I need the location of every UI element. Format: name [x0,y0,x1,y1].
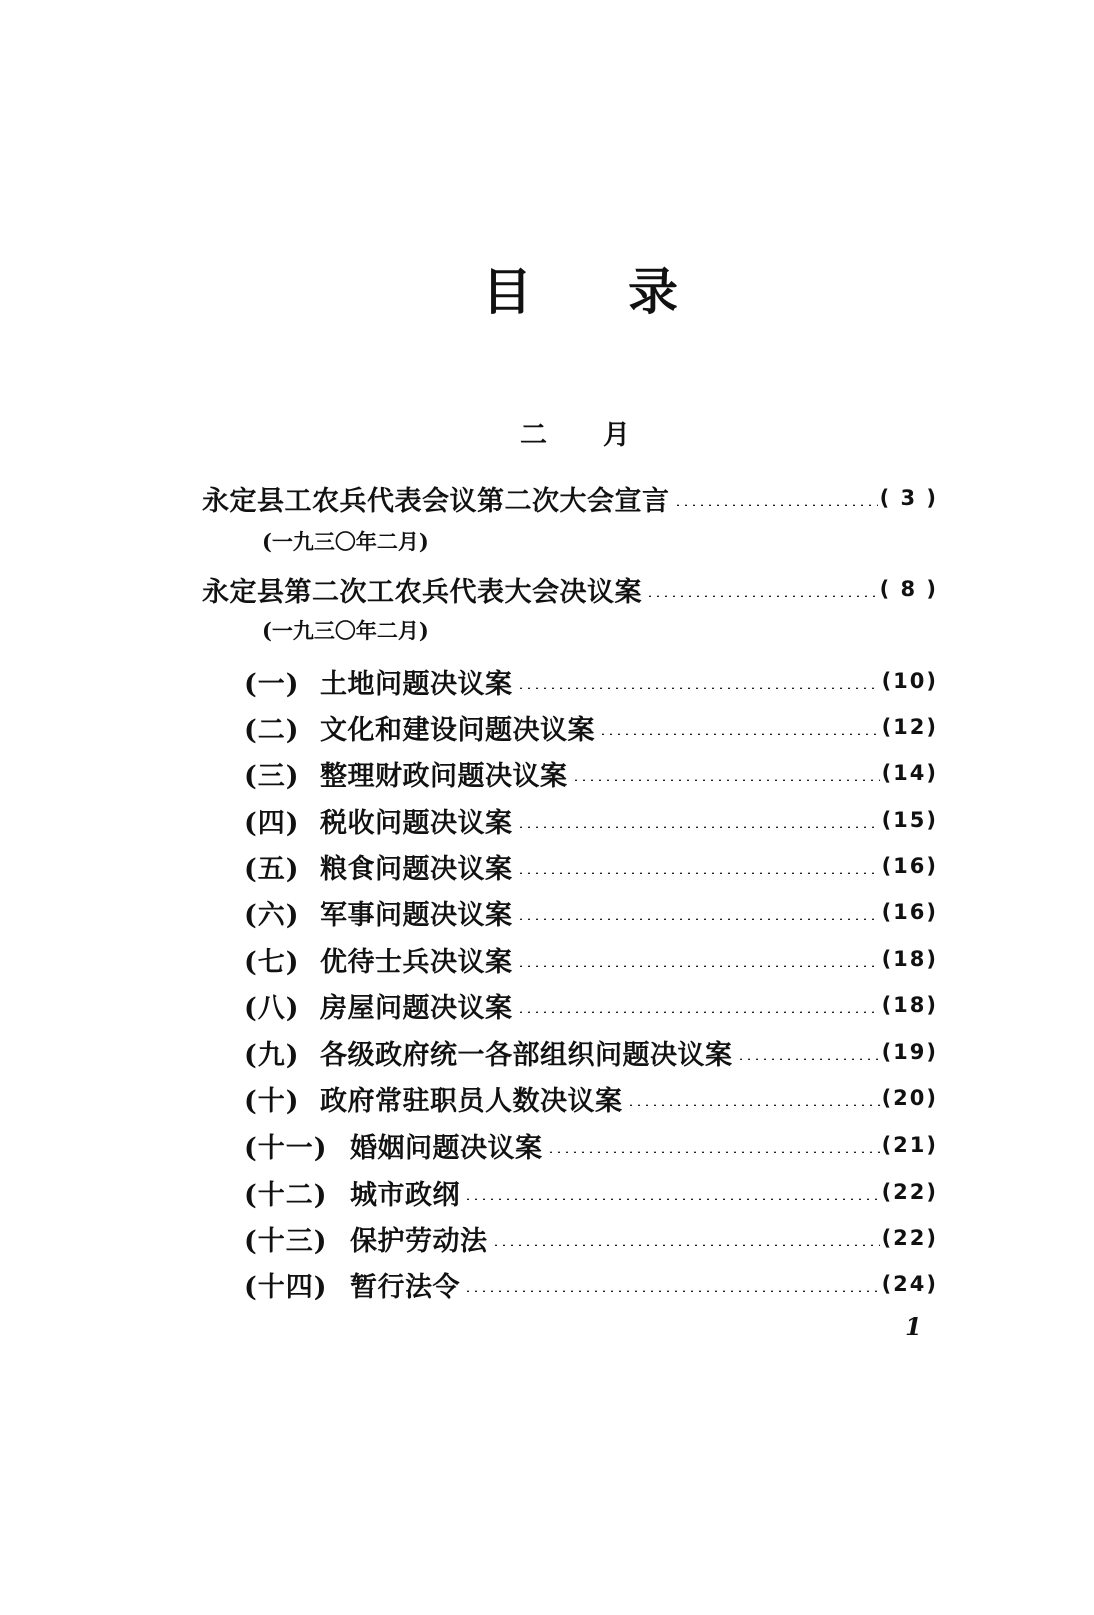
toc-subentry-title: 整理财政问题决议案 [320,760,568,792]
toc-subentry-title: 房屋问题决议案 [320,992,513,1024]
toc-subentry[interactable] [244,939,938,979]
page-title-left: 目 [482,263,532,321]
toc-entry-date: (一九三〇年二月) [262,618,429,643]
toc-subentry-number: (一) [244,668,300,700]
toc-subentry-title: 税收问题决议案 [320,807,513,839]
toc-subentry[interactable] [244,707,938,747]
toc-subentry-number: (十四) [244,1271,328,1303]
toc-subentry[interactable] [244,1032,938,1072]
dot-leader [492,1244,880,1246]
toc-subentry-title: 各级政府统一各部组织问题决议案 [320,1039,733,1071]
dot-leader [517,1011,880,1013]
toc-entry-resolutions[interactable] [202,569,938,609]
toc-subentry[interactable] [244,753,938,793]
toc-subentry-title: 文化和建设问题决议案 [320,714,595,746]
toc-subentry-page: (22) [881,1226,938,1250]
page-number: 1 [905,1312,922,1341]
toc-subentry[interactable] [244,1264,938,1304]
toc-entry-title: 永定县第二次工农兵代表大会决议案 [202,576,642,608]
dot-leader [464,1290,880,1292]
page-title-right: 录 [628,263,678,321]
dot-leader [517,918,880,920]
toc-subentry-page: (20) [881,1086,938,1110]
toc-subentry-page: (16) [881,900,938,924]
toc-subentry-number: (十三) [244,1225,328,1257]
toc-subentry-number: (七) [244,946,300,978]
toc-subentry-number: (十一) [244,1132,328,1164]
toc-subentry[interactable] [244,985,938,1025]
toc-subentry[interactable] [244,1172,938,1212]
toc-subentry[interactable] [244,1125,938,1165]
toc-subentry-title: 粮食问题决议案 [320,853,513,885]
toc-subentry[interactable] [244,1078,938,1118]
toc-subentry[interactable] [244,800,938,840]
toc-subentry-title: 土地问题决议案 [320,668,513,700]
toc-subentry-page: (15) [881,808,938,832]
dot-leader [627,1104,880,1106]
toc-subentry-number: (二) [244,714,300,746]
month-heading-right: 月 [603,420,630,451]
month-heading-left: 二 [520,420,547,451]
toc-subentry-page: (18) [881,947,938,971]
toc-subentry-page: (19) [881,1040,938,1064]
toc-subentry[interactable] [244,661,938,701]
toc-entry-page: ( 8 ) [879,577,938,601]
toc-subentry-page: (24) [881,1272,938,1296]
toc-subentry-title: 婚姻问题决议案 [350,1132,543,1164]
toc-subentry-number: (十二) [244,1179,328,1211]
toc-subentry-title: 保护劳动法 [350,1225,488,1257]
toc-subentry-page: (12) [881,715,938,739]
toc-subentry-page: (14) [881,761,938,785]
dot-leader [517,687,880,689]
toc-subentry-title: 暂行法令 [350,1271,460,1303]
toc-subentry-page: (21) [881,1133,938,1157]
toc-subentry-title: 优待士兵决议案 [320,946,513,978]
toc-subentry-page: (22) [881,1180,938,1204]
toc-subentry-page: (10) [881,669,938,693]
dot-leader [674,504,878,506]
toc-subentry-title: 政府常驻职员人数决议案 [320,1085,623,1117]
dot-leader [517,872,880,874]
toc-entry-title: 永定县工农兵代表会议第二次大会宣言 [202,485,670,517]
toc-entry-declaration[interactable] [202,478,938,518]
toc-subentry-number: (五) [244,853,300,885]
dot-leader [547,1151,880,1153]
toc-subentry-page: (18) [881,993,938,1017]
toc-entry-date: (一九三〇年二月) [262,529,429,554]
dot-leader [599,733,880,735]
toc-subentry[interactable] [244,846,938,886]
dot-leader [737,1058,880,1060]
toc-subentry-number: (四) [244,807,300,839]
toc-subentry-title: 城市政纲 [350,1179,460,1211]
dot-leader [517,826,880,828]
toc-subentry-number: (六) [244,899,300,931]
toc-subentry-number: (三) [244,760,300,792]
toc-subentry-number: (九) [244,1039,300,1071]
dot-leader [464,1198,880,1200]
dot-leader [646,595,878,597]
dot-leader [572,779,880,781]
toc-subentry[interactable] [244,892,938,932]
toc-entry-page: ( 3 ) [879,486,938,510]
toc-subentry-title: 军事问题决议案 [320,899,513,931]
toc-subentry-page: (16) [881,854,938,878]
dot-leader [517,965,880,967]
toc-subentry[interactable] [244,1218,938,1258]
toc-subentry-number: (八) [244,992,300,1024]
toc-subentry-number: (十) [244,1085,300,1117]
